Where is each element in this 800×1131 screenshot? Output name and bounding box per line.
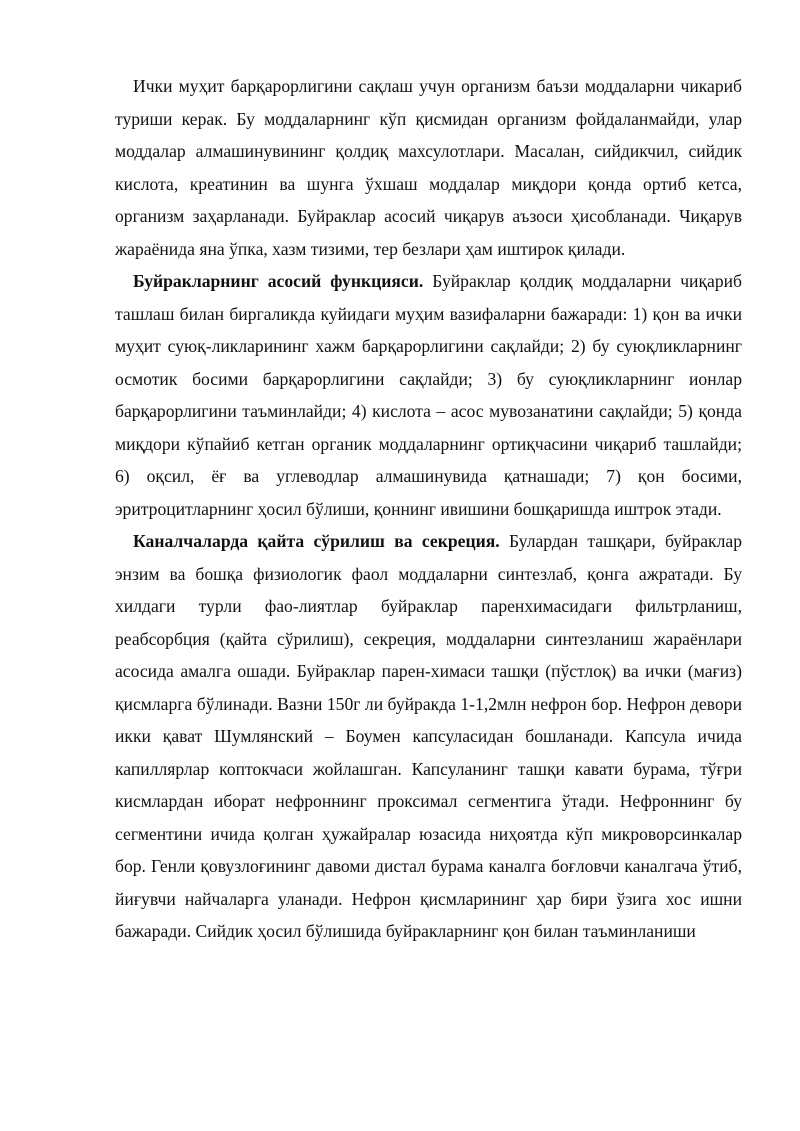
paragraph-text: Булардан ташқари, буйраклар энзим ва бошқа физиологик фаол моддаларни синтезлаб, қонга ажратади. Бу хилдаги турли фао-лиятлар буйраклар паренхимасидаги фильтрланиш, реабсорбция (қайта сўрилиш), секреция, моддаларни синтезланиш жараёнлари асосида амалга ошади. Буйраклар парен-химаси ташқи (пўстлоқ) ва ички (мағиз) қисмларга бўлинади. Вазни 150г ли буйракда 1-1,2млн нефрон бор. Нефрон девори икки қават Шумлянский – Боумен капсуласидан бошланади. Капсула ичида капиллярлар коптокчаси жойлашган. Капсуланинг ташқи кавати бурама, тўғри кисмлардан иборат нефроннинг проксимал сегментига ўтади. Нефроннинг бу сегментини ичида қолган ҳужайралар юзасида ниҳоятда кўп микроворсинкалар бор. Генли қовузлоғининг давоми дистал бурама каналга боғловчи каналгача ўтиб, йиғувчи найчаларга уланади. Нефрон қисмларининг ҳар бири ўзига хос ишни бажаради. Сийдик ҳосил бўлишида буйракларнинг қон билан таъминланиши xyxy=(115,531,742,941)
paragraph-heading: Каналчаларда қайта сўрилиш ва секреция. xyxy=(133,531,500,551)
paragraph-reabsorption-secretion xyxy=(115,525,742,948)
paragraph-heading: Буйракларнинг асосий функцияси. xyxy=(133,271,424,291)
paragraph-kidney-functions xyxy=(115,265,742,525)
document-page xyxy=(115,70,742,948)
paragraph-text: Буйраклар қолдиқ моддаларни чиқариб ташлаш билан биргаликда куйидаги муҳим вазифаларни бажаради: 1) қон ва ички муҳит суюқ-ликларининг хажм барқарорлигини сақлайди; 2) бу суюқликларнинг осмотик босими барқарорлигини сақлайди; 3) бу суюқликларнинг ионлар барқарорлигини таъминлайди; 4) кислота – асос мувозанатини сақлайди; 5) қонда миқдори кўпайиб кетган органик моддаларнинг ортиқчасини чиқариб ташлайди; 6) оқсил, ёғ ва углеводлар алмашинувида қатнашади; 7) қон босими, эритроцитларнинг ҳосил бўлиши, қоннинг ивишини бошқаришда иштрок этади. xyxy=(115,271,742,519)
paragraph-text: Ички муҳит барқарорлигини сақлаш учун организм баъзи моддаларни чикариб туриши керак. Бу моддаларнинг кўп қисмидан организм фойдаланмайди, улар моддалар алмашинувининг қолдиқ махсулотлари. Масалан, сийдикчил, сийдик кислота, креатинин ва шунга ўхшаш моддалар миқдори қонда ортиб кетса, организм заҳарланади. Буйраклар асосий чиқарув аъзоси ҳисобланади. Чиқарув жараёнида яна ўпка, хазм тизими, тер безлари ҳам иштирок қилади. xyxy=(115,76,742,259)
paragraph-intro xyxy=(115,70,742,265)
